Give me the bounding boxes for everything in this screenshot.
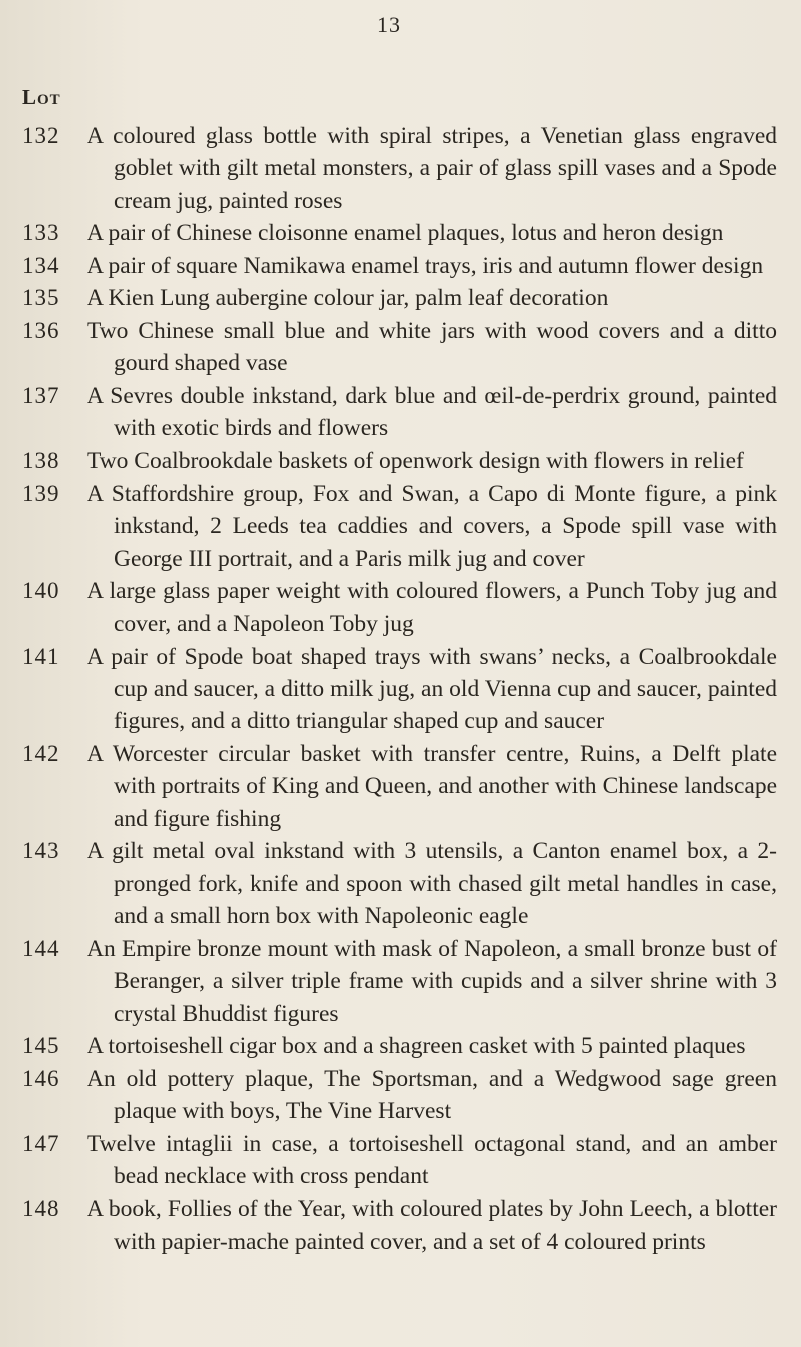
lot-description: A coloured glass bottle with spiral stripes, a Venetian glass engraved goblet with gilt metal monsters, a pair of glass spill vases and a Spode cream jug, painted roses — [87, 123, 777, 214]
lot-number: 132 — [22, 123, 60, 148]
lot-number: 135 — [22, 285, 60, 311]
lot-column-header: Lot — [22, 85, 61, 109]
lot-description: Twelve intaglii in case, a tortoiseshell octagonal stand, and an amber bead necklace with cross pendant — [87, 1131, 777, 1190]
lot-description: A Worcester circular basket with transfer centre, Ruins, a Delft plate with portraits of King and Queen, and another with Chinese landscape and figure fishing — [87, 741, 777, 832]
lot-number: 138 — [22, 448, 60, 474]
lot-number: 134 — [22, 252, 60, 278]
lot-description: A pair of square Namikawa enamel trays, iris and autumn flower design — [87, 252, 764, 279]
lot-number: 142 — [22, 741, 60, 766]
lot-description: A Kien Lung aubergine colour jar, palm leaf decoration — [87, 285, 609, 312]
lot-description: A Sevres double inkstand, dark blue and œil-de-perdrix ground, painted with exotic birds and flowers — [87, 383, 777, 442]
lot-number: 140 — [22, 578, 60, 604]
lot-description: A book, Follies of the Year, with coloured plates by John Leech, a blotter with papier-mache painted cover, and a set of 4 coloured prints — [87, 1196, 777, 1255]
page-number: 13 — [377, 12, 401, 37]
lot-number: 143 — [22, 838, 60, 864]
lot-description: A large glass paper weight with coloured flowers, a Punch Toby jug and cover, and a Napoleon Toby jug — [87, 578, 777, 637]
lot-description: A pair of Spode boat shaped trays with swans’ necks, a Coalbrookdale cup and saucer, a ditto milk jug, an old Vienna cup and saucer, painted figures, and a ditto triangular shaped cup and saucer — [87, 643, 777, 735]
lot-description: Two Chinese small blue and white jars with wood covers and a ditto gourd shaped vase — [87, 317, 777, 376]
lot-description: An old pottery plaque, The Sportsman, and a Wedgwood sage green plaque with boys, The Vine Harvest — [87, 1065, 777, 1124]
lot-number: 137 — [22, 383, 60, 408]
lot-number: 133 — [22, 220, 60, 246]
lot-number: 148 — [22, 1196, 60, 1222]
lot-number: 141 — [22, 643, 60, 669]
lot-number: 144 — [22, 935, 60, 961]
lot-description: A tortoiseshell cigar box and a shagreen casket with 5 painted plaques — [87, 1033, 746, 1060]
lot-description: A pair of Chinese cloisonne enamel plaques, lotus and heron design — [87, 220, 724, 247]
lot-description: An Empire bronze mount with mask of Napoleon, a small bronze bust of Beranger, a silver triple frame with cupids and a silver shrine with 3 crystal Bhuddist figures — [87, 935, 777, 1027]
lot-number: 145 — [22, 1033, 60, 1059]
lot-number: 139 — [22, 480, 60, 506]
lot-number: 147 — [22, 1131, 60, 1156]
lot-description: Two Coalbrookdale baskets of openwork design with flowers in relief — [87, 448, 744, 475]
lot-number: 136 — [22, 317, 60, 343]
lot-number: 146 — [22, 1065, 60, 1091]
lot-description: A Staffordshire group, Fox and Swan, a Capo di Monte figure, a pink inkstand, 2 Leeds tea caddies and covers, a Spode spill vase with George III portrait, and a Paris milk jug and cover — [87, 480, 777, 572]
lot-description: A gilt metal oval inkstand with 3 utensils, a Canton enamel box, a 2-pronged fork, knife and spoon with chased gilt metal handles in case, and a small horn box with Napoleonic eagle — [87, 838, 777, 930]
